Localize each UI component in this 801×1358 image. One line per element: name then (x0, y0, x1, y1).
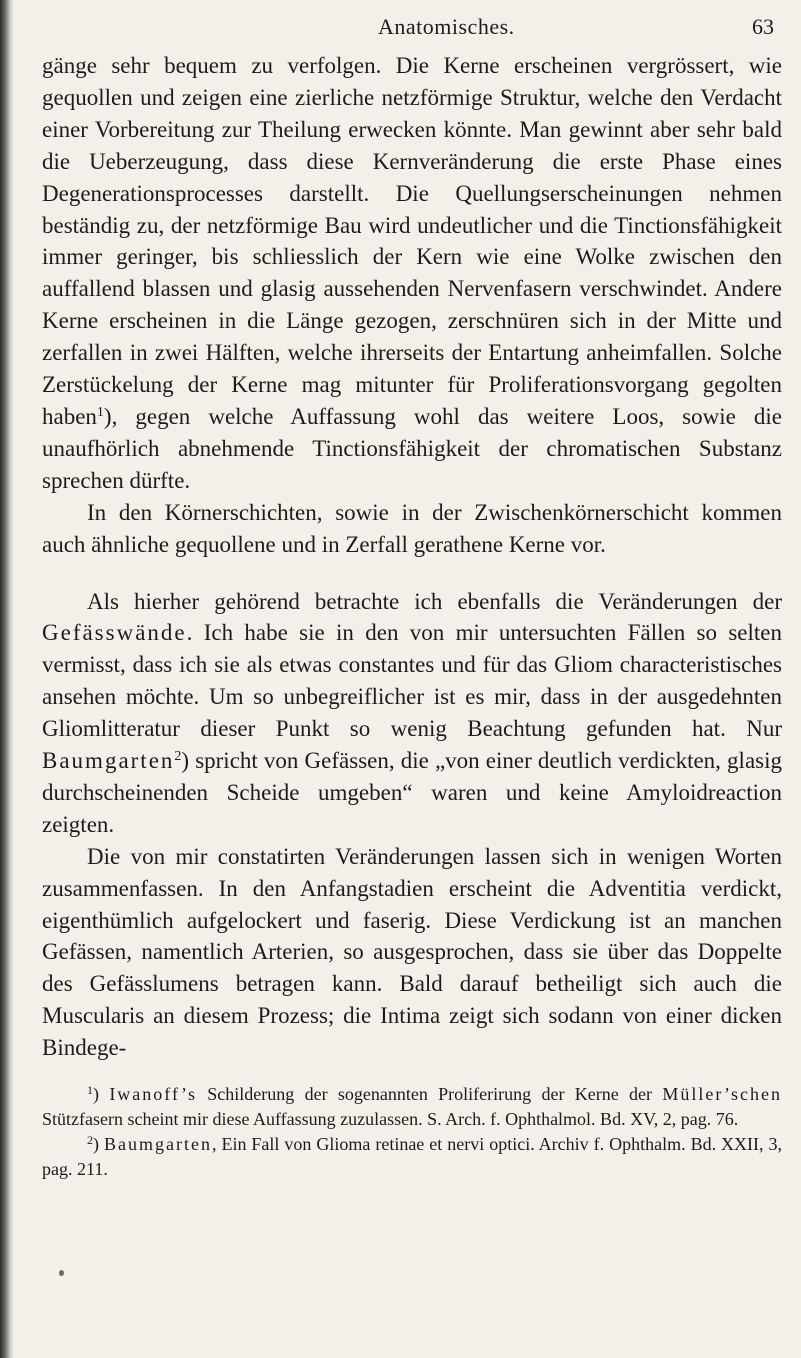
spaced-term: Gefässwände (42, 620, 187, 646)
cited-author: Baumgarten (42, 748, 175, 774)
footnote-author: Iwanoff’s (109, 1084, 197, 1104)
footnote-text: Stützfasern scheint mir diese Auffassung zuzulassen. S. Arch. f. Ophthalmol. Bd. XV, 2, pag. 76. (42, 1109, 739, 1129)
running-head (0, 14, 801, 44)
page-number: 63 (752, 14, 774, 39)
running-title: Anatomisches. (378, 14, 515, 39)
paragraph-1 (42, 50, 782, 497)
footnote-ref-2: 2 (174, 749, 182, 765)
paragraph-1-text-end: ), gegen welche Auffassung wohl das weitere Loos, sowie die unaufhörlich abnehmende Tinctionsfähigkeit der chromatischen Substanz sprechen dürfte. (42, 403, 782, 493)
footnote-text: , Ein Fall von Glioma retinae et nervi optici. Archiv f. Ophthalm. Bd. XXII, 3, pag. 211. (42, 1134, 783, 1179)
paragraph-3-text-end: ) spricht von Gefässen, die „von einer deutlich verdickten, glasig durchscheinenden Scheide umgeben“ waren und keine Amyloidreaction zeigten. (42, 748, 782, 837)
footnote-1: $^1$) Iwanoff’s Schilderung der sogenannten Proliferirung der Kerne der Müller’schen Stützfasern scheint mir diese Auffassung zuzulassen. S. Arch. f. Ophthalmol. Bd. XV, 2, pag. 76. (42, 1083, 782, 1129)
paragraph-1-text: gänge sehr bequem zu verfolgen. Die Kerne erscheinen vergrössert, wie gequollen und zeigen eine zierliche netzförmige Struktur, welche den Verdacht einer Vorbereitung zur Theilung erwecken könnte. Man gewinnt aber sehr bald die Ueberzeugung, dass diese Kernveränderung die erste Phase eines Degenerationsprocesses darstellt. Die Quellungserscheinungen nehmen beständig zu, der netzförmige Bau wird undeutlicher und die Tinctionsfähigkeit immer geringer, bis schliesslich der Kern wie eine Wolke zwischen den auffallend blassen und glasig aussehenden Nervenfasern verschwindet. Andere Kerne erscheinen in die Länge gezogen, zerschnüren sich in der Mitte und zerfallen in zwei Hälften, welche ihrerseits der Entartung anheimfallen. Solche Zerstückelung der Kerne mag mitunter für Proliferationsvorgang gegolten haben (42, 53, 782, 429)
footnote-2: $^2$) Baumgarten, Ein Fall von Glioma retinae et nervi optici. Archiv f. Ophthalm. Bd. XXII, 3, pag. 211. (42, 1133, 783, 1179)
footnote-mark: 1 (87, 1083, 93, 1097)
paragraph-3-text: Als hierher gehörend betrachte ich ebenfalls die Veränderungen der (87, 588, 782, 614)
paragraph-2: In den Körnerschichten, sowie in der Zwischenkörnerschicht kommen auch ähnliche gequollene und in Zerfall gerathene Kerne vor. (42, 499, 782, 557)
footnote-ref-1: 1 (96, 404, 104, 420)
footnote-mark: 2 (87, 1133, 93, 1147)
paragraph-4: Die von mir constatirten Veränderungen lassen sich in wenigen Worten zusammenfassen. In den Anfangstadien erscheint die Adventitia verdickt, eigenthümlich aufgelockert und faserig. Diese Verdickung ist an manchen Gefässen, namentlich Arterien, so ausgesprochen, dass sie über das Doppelte des Gefässlumens betragen kann. Bald darauf betheiligt sich auch die Muscularis an diesem Prozess; die Intima zeigt sich sodann von einer dicken Bindege- (42, 843, 782, 1061)
footnote-author: Baumgarten (103, 1134, 212, 1154)
paragraph-3-text-mid: . Ich habe sie in den von mir untersuchten Fällen so selten vermisst, dass ich sie als etwas constantes und für das Gliom characteristisches ansehen möchte. Um so unbegreiflicher ist es mir, dass in der ausgedehnten Gliomlitteratur dieser Punkt so wenig Beachtung gefunden hat. Nur (42, 620, 782, 742)
footnotes (42, 1082, 782, 1182)
footnote-text: Schilderung der sogenannten Proliferirung der Kerne der (196, 1084, 663, 1104)
footnote-author: Müller’schen (662, 1084, 782, 1104)
ink-speck (59, 1270, 64, 1276)
paragraph-3 (42, 586, 782, 841)
body-text (42, 50, 782, 1064)
